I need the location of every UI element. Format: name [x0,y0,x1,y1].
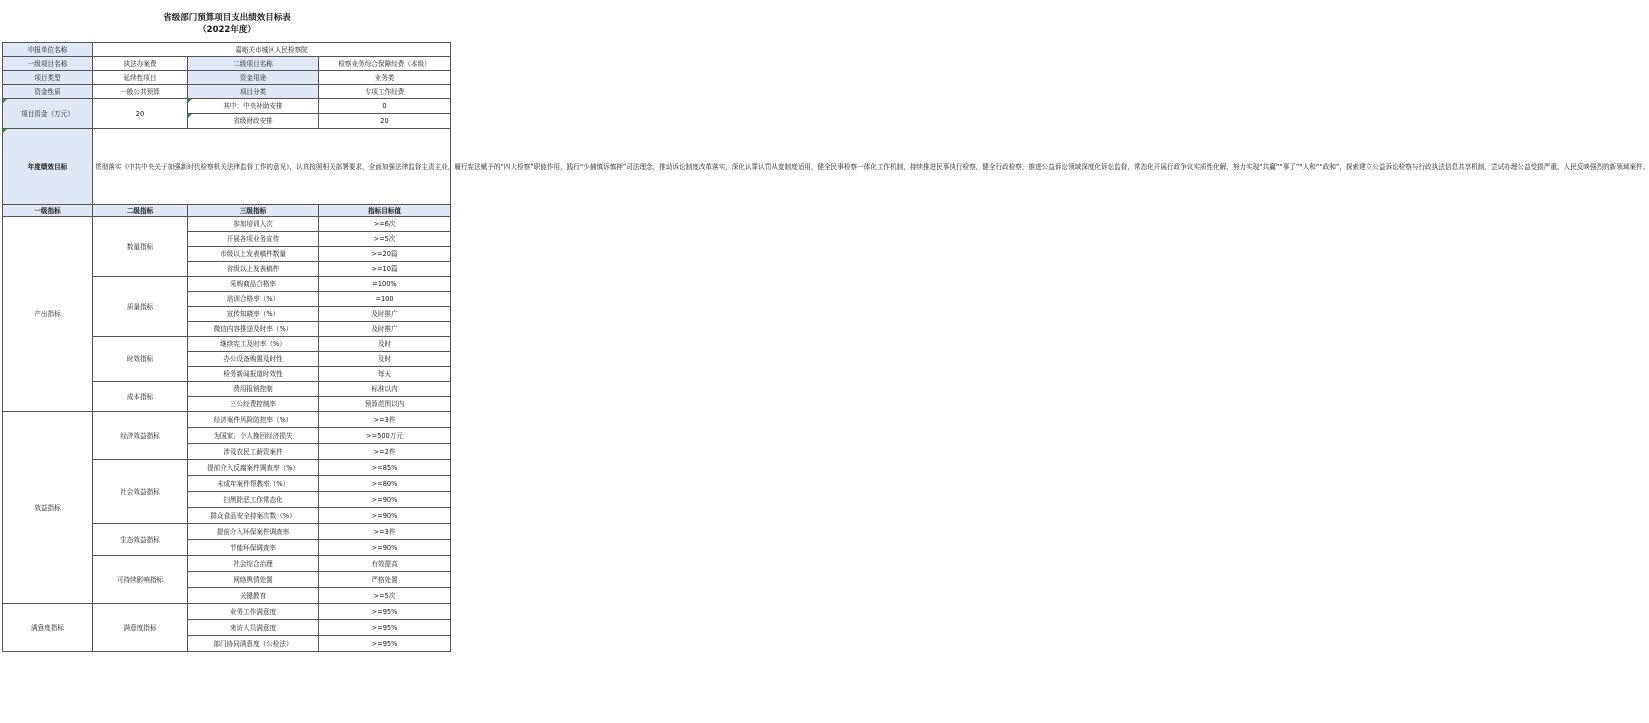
level2-project-label: 二级项目名称 [188,57,319,71]
indicator-target: 预算范围以内 [319,397,451,412]
indicator-target: >=6次 [319,217,451,232]
indicator-target: >=500万元 [319,428,451,444]
provincial-arrangement-value: 20 [319,114,451,129]
indicator-target: >=2件 [319,444,451,460]
project-category-value: 专项工作经费 [319,85,451,99]
indicator-target: >=5次 [319,588,451,604]
project-type-label: 项目类型 [3,71,93,85]
indicator-level2: 数量指标 [93,217,188,277]
central-subsidy-label: 其中：中央补助安排 [188,99,319,114]
central-subsidy-value: 0 [319,99,451,114]
project-funds-total: 20 [93,99,188,129]
header-target: 指标目标值 [319,205,451,217]
indicator-target: 标准以内 [319,382,451,397]
indicator-level3: 提前介入环保案件调查率 [188,524,319,540]
indicator-level3: 采购商品合格率 [188,277,319,292]
indicator-level3: 经济案件风险防控率（%） [188,412,319,428]
header-level2: 二级指标 [93,205,188,217]
fund-use-label: 资金用途 [188,71,319,85]
indicator-level3: 节能环保调查率 [188,540,319,556]
provincial-arrangement-label: 省级财政安排 [188,114,319,129]
project-type-value: 延续性项目 [93,71,188,85]
indicator-target: 每天 [319,367,451,382]
indicator-target: =100 [319,292,451,307]
table-year: （2022年度） [198,25,256,35]
indicator-level3: 网络舆情处置 [188,572,319,588]
indicator-level2: 满意度指标 [93,604,188,652]
indicator-level1: 满意度指标 [3,604,93,652]
indicator-target: >=95% [319,620,451,636]
indicator-target: 及时推广 [319,322,451,337]
fund-nature-value: 一般公共预算 [93,85,188,99]
header-level1: 一级指标 [3,205,93,217]
indicator-level2: 生态效益指标 [93,524,188,556]
indicator-level2: 社会效益指标 [93,460,188,524]
indicator-target: 有效提高 [319,556,451,572]
indicator-target: 及时 [319,352,451,367]
indicator-target: >=90% [319,540,451,556]
indicator-level2: 成本指标 [93,382,188,412]
indicator-level3: 检务新闻报道时效性 [188,367,319,382]
indicator-level3: 社会综合治理 [188,556,319,572]
indicator-level3: 涉及农民工薪资案件 [188,444,319,460]
indicator-target: >=80% [319,476,451,492]
indicator-target: >=5次 [319,232,451,247]
indicator-target: >=10篇 [319,262,451,277]
indicator-level3: 来访人员满意度 [188,620,319,636]
indicator-level3: 微信内容推送及时率（%） [188,322,319,337]
level2-project-value: 检察业务综合保障经费（本级） [319,57,451,71]
reporting-unit-label: 申报单位名称 [3,43,93,57]
indicator-level1: 产出指标 [3,217,93,412]
indicator-level2: 时效指标 [93,337,188,382]
indicator-level2: 经济效益指标 [93,412,188,460]
indicator-level3: 未成年案件帮教率（%） [188,476,319,492]
indicator-target: >=85% [319,460,451,476]
table-title: 省级部门预算项目支出绩效目标表 [163,13,291,23]
fund-use-value: 业务类 [319,71,451,85]
indicator-level3: 关键教育 [188,588,319,604]
project-category-label: 项目分类 [188,85,319,99]
indicator-target: >=90% [319,492,451,508]
fund-nature-label: 资金性质 [3,85,93,99]
indicator-target: >=95% [319,636,451,652]
indicator-level2: 可持续影响指标 [93,556,188,604]
indicator-level3: 业务工作满意度 [188,604,319,620]
indicator-level3: 为国家、个人挽回经济损失 [188,428,319,444]
reporting-unit-value: 嘉峪关市城区人民检察院 [93,43,451,57]
indicator-level3: 继续宪工及时率（%） [188,337,319,352]
indicator-target: =100% [319,277,451,292]
indicator-level3: 开展各项业务宣传 [188,232,319,247]
header-level3: 三级指标 [188,205,319,217]
annual-goal-text: 贯彻落实《中共中央关于加强新时代检察机关法律监督工作的意见》，认真按照相关部署要求，全面加强法律监督主责主业，履行宪法赋予的“四大检察”职能作用，践行“少捕慎诉慎押”司法理念，推动诉讼制度改革落实，深化认罪认罚从宽制度适用，健全民事检察一体化工作机制，持续推进民事执行检察，健全行政检察，推进公益诉讼领域深度化诉讼监督，常态化开展行政争议实质性化解，努力实现“共赢”“事了”“人和”“政和”，探索建立公益诉讼检察与行政执法信息共享机制，尝试办理公益受损严重、人民反映强烈的新领域案件。 [93,129,451,205]
indicator-level3: 提前介入反腐案件调查率（%） [188,460,319,476]
indicator-target: >=20篇 [319,247,451,262]
indicator-level3: 扫黑除恶工作常态化 [188,492,319,508]
level1-project-label: 一级项目名称 [3,57,93,71]
project-funds-label: 项目资金（万元） [3,99,93,129]
performance-goal-table [2,42,1649,652]
indicator-level3: 部门协同满意度（公检法） [188,636,319,652]
indicator-target: >=3件 [319,412,451,428]
indicator-target: >=90% [319,508,451,524]
indicator-level3: 办公设备购置及时性 [188,352,319,367]
indicator-level3: 群众食品安全持案次数（%） [188,508,319,524]
indicator-level2: 质量指标 [93,277,188,337]
indicator-target: 严格处置 [319,572,451,588]
indicator-level3: 参加培训人次 [188,217,319,232]
indicator-level3: 费用报销控制 [188,382,319,397]
indicator-rows [3,217,451,652]
indicator-level3: 市级以上发表稿件数量 [188,247,319,262]
indicator-level1: 效益指标 [3,412,93,604]
indicator-level3: 宣传知晓率（%） [188,307,319,322]
indicator-target: 及时 [319,337,451,352]
indicator-target: >=95% [319,604,451,620]
indicator-level3: 培训合格率（%） [188,292,319,307]
annual-goal-label: 年度绩效目标 [3,129,93,205]
indicator-target: >=3件 [319,524,451,540]
indicator-level3: 省级以上发表稿件 [188,262,319,277]
indicator-level3: 三公经费控制率 [188,397,319,412]
indicator-target: 及时推广 [319,307,451,322]
level1-project-value: 执法办案费 [93,57,188,71]
